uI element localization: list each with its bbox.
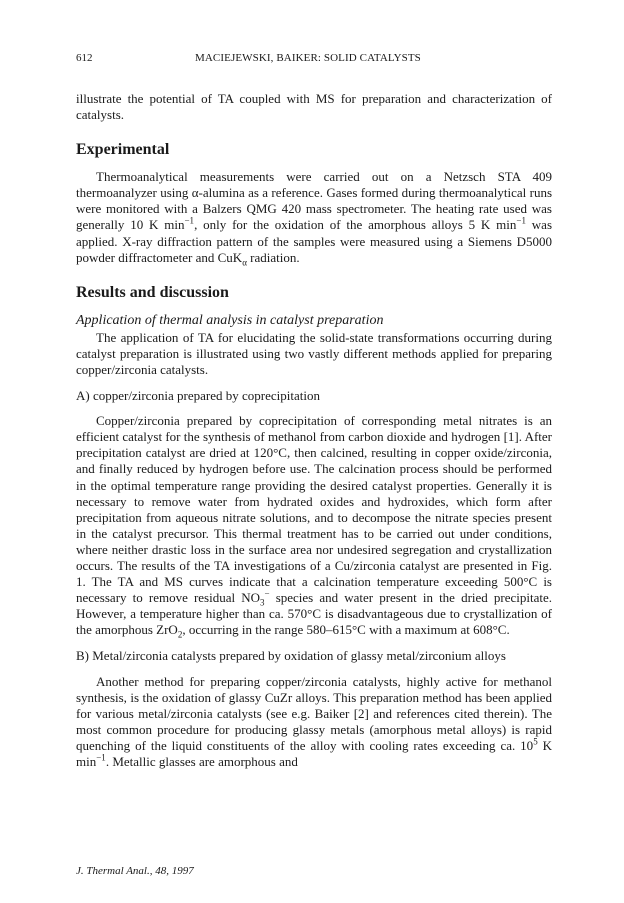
- section-b-title: B) Metal/zirconia catalysts prepared by oxidation of glassy metal/zirconium alloys: [76, 648, 506, 664]
- running-title: MACIEJEWSKI, BAIKER: SOLID CATALYSTS: [195, 52, 421, 64]
- intro-paragraph: illustrate the potential of TA coupled with MS for preparation and characterization of catalysts.: [76, 91, 552, 123]
- section-a-title: A) copper/zirconia prepared by coprecipitation: [76, 388, 320, 404]
- page-body: [76, 91, 552, 770]
- running-header: [76, 52, 552, 68]
- results-heading: Results and discussion: [76, 283, 229, 301]
- results-subheading: Application of thermal analysis in catalyst preparation: [76, 312, 384, 328]
- experimental-heading: Experimental: [76, 141, 170, 159]
- results-intro-paragraph: The application of TA for elucidating the solid-state transformations occurring during catalyst preparation is illustrated using two vastly different methods applied for preparing copper/zirconia catalysts.: [76, 329, 552, 377]
- page-number: 612: [76, 52, 93, 64]
- experimental-paragraph: Thermoanalytical measurements were carried out on a Netzsch STA 409 thermoanalyzer using α-alumina as a reference. Gases formed during thermoanalytical runs were monitored with a Balzers QMG 420 mass spectrometer. The heating rate used was generally 10 K $\min^{-1}$, only for the oxidation of the amorphous alloys 5 K $\min^{-1}$ was applied. X-ray diffraction pattern of the samples were measured using a Siemens D5000 powder diffractometer and CuK$_\alpha$ radiation.: [76, 169, 553, 268]
- journal-footer: J. Thermal Anal., 48, 1997: [76, 865, 194, 877]
- section-b-paragraph: Another method for preparing copper/zirconia catalysts, highly active for methanol synthesis, is the oxidation of glassy CuZr alloys. This preparation method has been applied for various metal/zirconia catalysts (see e.g. Baiker [2] and references cited therein). The most common procedure for producing glassy metals (amorphous metal alloys) is rapid quenching of the liquid constituents of the alloy with cooling rates exceeding ca. $10^5$ K $\min^{-1}$. Metallic glasses are amorphous and: [76, 673, 553, 769]
- section-a-paragraph: Copper/zirconia prepared by coprecipitation of corresponding metal nitrates is an efficient catalyst for the synthesis of methanol from carbon dioxide and hydrogen [1]. After precipitation catalyst are dried at 120°C, then calcined, resulting in copper oxide/zirconia, and finally reduced by hydrogen before use. The calcination process should be performed in the optimal temperature range providing the desired catalyst properties. Generally it is necessary to remove water from hydrated oxides and hydroxides, which form after precipitation from aqueous nitrate solutions, and to decompose the nitrate species present in the catalyst precursor. This thermal treatment has to be carried out under conditions, where neither drastic loss in the surface area nor undesired segregation and crystallization occurs. The results of the TA investigations of a Cu/zirconia catalyst are presented in Fig. 1. The TA and MS curves indicate that a calcination temperature exceeding 500°C is necessary to remove residual $NO_3^-$ species and water present in the dried precipitate. However, a temperature higher than ca. 570°C is disadvantageous due to crystallization of the amorphous ZrO$_2$, occurring in the range 580–615°C with a maximum at 608°C.: [76, 413, 552, 640]
